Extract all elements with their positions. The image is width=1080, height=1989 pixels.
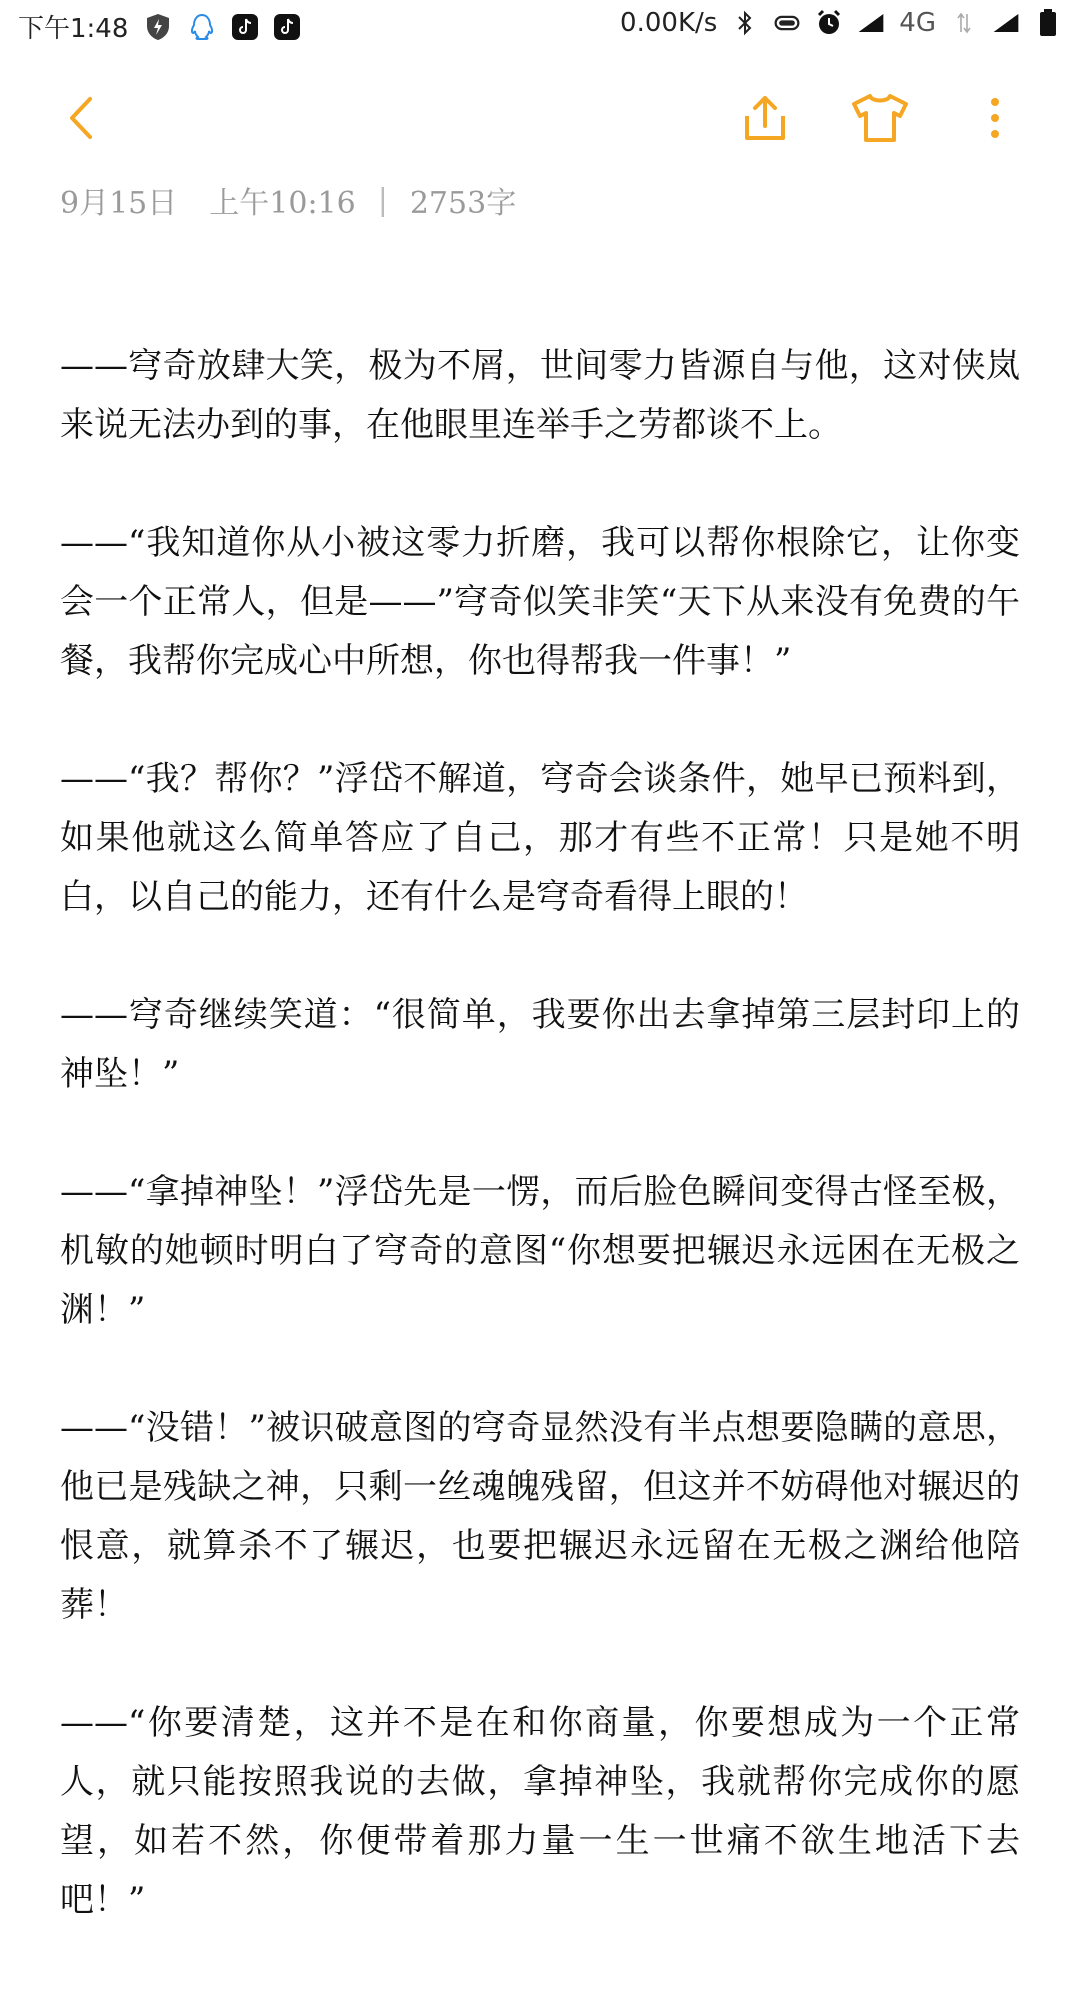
- signal-icon: [857, 9, 885, 37]
- paragraph: ——“我？帮你？”浮岱不解道，穹奇会谈条件，她早已预料到，如果他就这么简单答应了自己，那才有些不正常！只是她不明白，以自己的能力，还有什么是穹奇看得上眼的！: [60, 759, 1020, 917]
- paragraph: ——“你要清楚，这并不是在和你商量，你要想成为一个正常人，就只能按照我说的去做，拿掉神坠，我就帮你完成你的愿望，如若不然，你便带着那力量一生一世痛不欲生地活下去吧！”: [60, 1703, 1020, 1920]
- note-time: 上午10:16: [209, 186, 356, 221]
- shirt-icon: [850, 92, 910, 148]
- note-date: 9月15日: [60, 186, 178, 221]
- tiktok-icon: [232, 14, 258, 40]
- back-button[interactable]: [40, 80, 120, 160]
- status-bar: [0, 0, 1080, 50]
- paragraph: ——穹奇放肆大笑，极为不屑，世间零力皆源自与他，这对侠岚来说无法办到的事，在他眼里连举手之劳都谈不上。: [60, 346, 1020, 445]
- note-word-count: 2753字: [409, 186, 517, 221]
- more-options-button[interactable]: [955, 80, 1035, 160]
- status-left: [18, 8, 300, 45]
- status-time: 下午1:48: [18, 14, 129, 44]
- shield-bolt-icon: [144, 13, 172, 41]
- more-vertical-icon: [989, 96, 1001, 144]
- share-button[interactable]: [725, 80, 805, 160]
- signal-icon: [992, 9, 1020, 37]
- tiktok-icon: [274, 14, 300, 40]
- vibrate-icon: [773, 9, 801, 37]
- status-right: [620, 8, 1062, 38]
- theme-button[interactable]: [840, 80, 920, 160]
- share-icon: [739, 92, 791, 148]
- paragraph: ——“拿掉神坠！”浮岱先是一愣，而后脸色瞬间变得古怪至极，机敏的她顿时明白了穹奇的意图“你想要把辗迟永远困在无极之渊！”: [60, 1172, 1020, 1330]
- note-toolbar: [0, 80, 1080, 160]
- alarm-icon: [815, 9, 843, 37]
- qq-penguin-icon: [188, 13, 216, 41]
- chevron-left-icon: [60, 93, 100, 147]
- paragraph: ——穹奇继续笑道：“很简单，我要你出去拿掉第三层封印上的神坠！”: [60, 995, 1020, 1094]
- note-body[interactable]: [60, 337, 1020, 1989]
- data-arrows-icon: [950, 9, 978, 37]
- meta-separator: |: [377, 182, 388, 218]
- bluetooth-icon: [731, 9, 759, 37]
- note-meta: [60, 178, 516, 222]
- net-speed: 0.00K/s: [620, 8, 718, 38]
- battery-icon: [1034, 9, 1062, 37]
- paragraph: ——“没错！”被识破意图的穹奇显然没有半点想要隐瞒的意思，他已是残缺之神，只剩一丝魂魄残留，但这并不妨碍他对辗迟的恨意，就算杀不了辗迟，也要把辗迟永远留在无极之渊给他陪葬！: [60, 1408, 1020, 1625]
- paragraph: ——“我知道你从小被这零力折磨，我可以帮你根除它，让你变会一个正常人，但是——”穹奇似笑非笑“天下从来没有免费的午餐，我帮你完成心中所想，你也得帮我一件事！”: [60, 523, 1020, 681]
- network-type: 4G: [899, 8, 936, 38]
